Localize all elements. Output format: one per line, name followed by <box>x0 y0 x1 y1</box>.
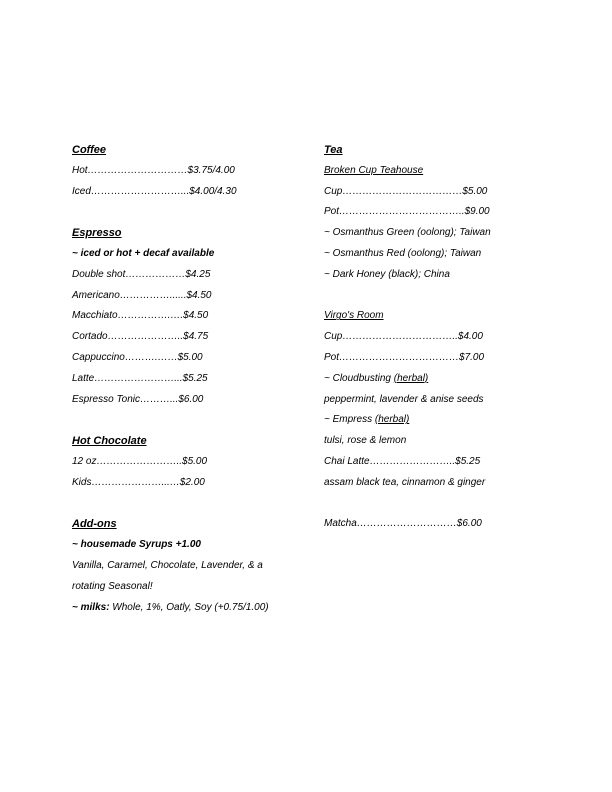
coffee-heading: Coffee <box>72 144 107 156</box>
tea-heading: Tea <box>324 144 343 156</box>
milks-label: ~ milks: <box>72 601 110 613</box>
tea-option: ~ Osmanthus Green (oolong); Taiwan <box>324 227 491 239</box>
coffee-item-iced: Iced………………………...$4.00/4.30 <box>72 185 237 197</box>
left-column <box>72 140 302 618</box>
virgos-cup: Cup……………………………..$4.00 <box>324 331 483 343</box>
matcha: Matcha…………………………$6.00 <box>324 518 482 530</box>
hot-chocolate-item: 12 oz……………………..$5.00 <box>72 455 208 467</box>
espresso-item: Double shot………………$4.25 <box>72 268 211 280</box>
cloudbusting-desc: peppermint, lavender & anise seeds <box>324 393 484 405</box>
espresso-note: ~ iced or hot + decaf available <box>72 247 215 259</box>
empress-line <box>324 410 554 431</box>
cloudbusting-tag: (herbal) <box>393 372 429 384</box>
espresso-item: Americano……………......$4.50 <box>72 289 212 301</box>
broken-cup-title: Broken Cup Teahouse <box>324 164 424 176</box>
syrups-line: ~ housemade Syrups +1.00 <box>72 539 201 551</box>
empress-tag: (herbal) <box>374 414 410 426</box>
tea-option: ~ Osmanthus Red (oolong); Taiwan <box>324 247 482 259</box>
cloudbusting-line <box>324 369 554 390</box>
milks-line <box>72 598 302 619</box>
espresso-item: Cortado…………………..$4.75 <box>72 331 209 343</box>
chai-desc: assam black tea, cinnamon & ginger <box>324 476 486 488</box>
broken-cup-pot: Pot………………………………..$9.00 <box>324 206 490 218</box>
espresso-heading: Espresso <box>72 227 122 240</box>
syrups-desc-2: rotating Seasonal! <box>72 580 153 592</box>
syrups-desc-1: Vanilla, Caramel, Chocolate, Lavender, & a <box>72 559 263 571</box>
espresso-item: Latte……………………...$5.25 <box>72 372 208 384</box>
empress-name: ~ Empress <box>324 414 375 426</box>
right-column <box>324 140 554 535</box>
chai-latte: Chai Latte……………………..$5.25 <box>324 455 481 467</box>
hot-chocolate-heading: Hot Chocolate <box>72 435 147 448</box>
addons-heading: Add-ons <box>72 518 117 531</box>
milks-value: Whole, 1%, Oatly, Soy (+0.75/1.00) <box>109 601 269 613</box>
hot-chocolate-item: Kids…………………...…$2.00 <box>72 476 205 488</box>
virgos-pot: Pot………………………………$7.00 <box>324 351 485 363</box>
coffee-item-hot: Hot…………………………$3.75/4.00 <box>72 164 235 176</box>
espresso-item: Espresso Tonic………...$6.00 <box>72 393 204 405</box>
empress-desc: tulsi, rose & lemon <box>324 435 407 447</box>
cloudbusting-name: ~ Cloudbusting <box>324 372 394 384</box>
virgos-room-title: Virgo's Room <box>324 310 384 322</box>
espresso-item: Macchiato…………….….$4.50 <box>72 310 209 322</box>
tea-option: ~ Dark Honey (black); China <box>324 268 450 280</box>
espresso-item: Cappuccino……….……$5.00 <box>72 351 203 363</box>
broken-cup-cup: Cup………………………………$5.00 <box>324 185 488 197</box>
